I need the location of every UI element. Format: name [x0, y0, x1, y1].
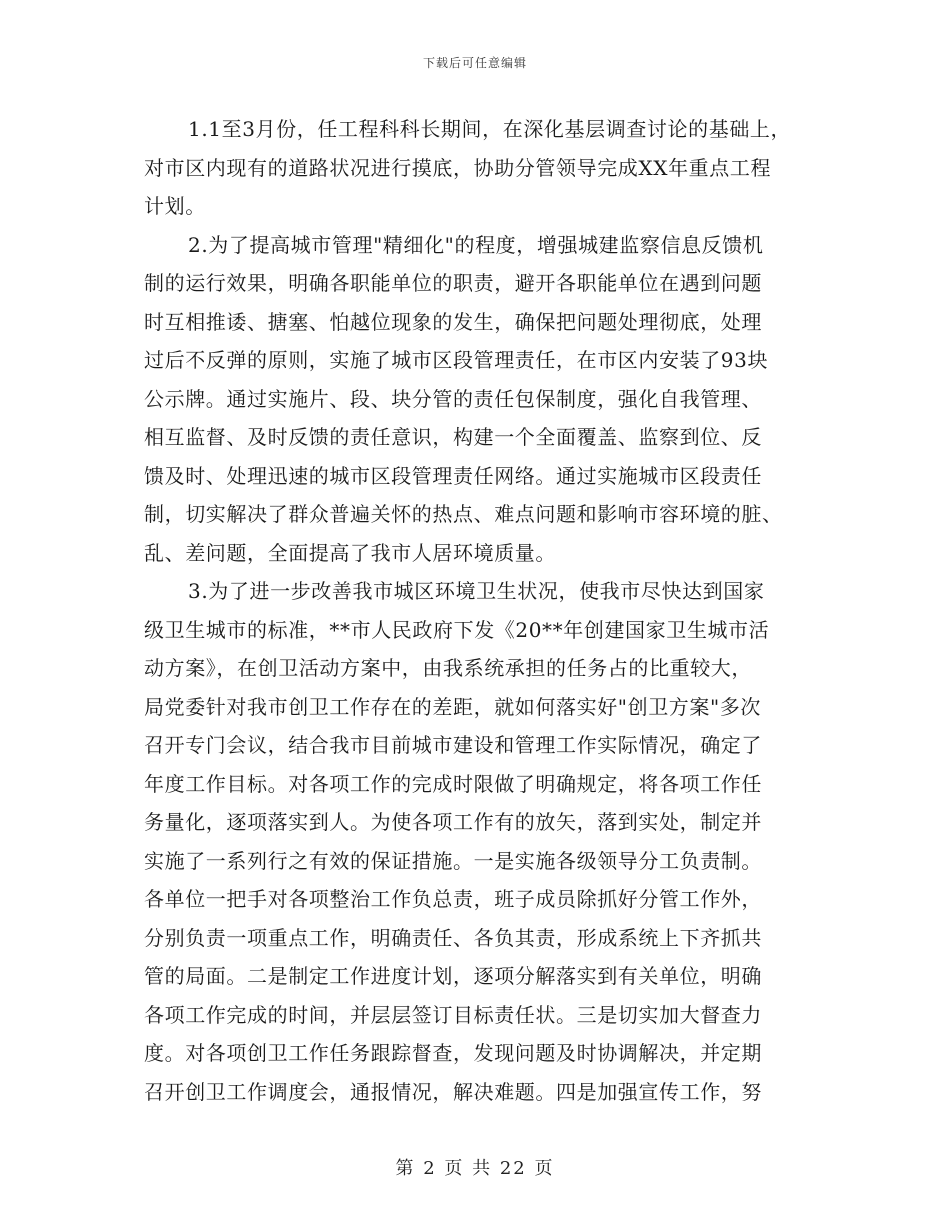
body-line: 局党委针对我市创卫工作存在的差距，就如何落实好"创卫方案"多次 — [144, 694, 761, 719]
body-line: 各项工作完成的时间，并层层签订目标责任状。三是切实加大督查力 — [144, 1002, 762, 1027]
body-line: 动方案》，在创卫活动方案中，由我系统承担的任务占的比重较大， — [144, 656, 752, 680]
body-line: 对市区内现有的道路状况进行摸底，协助分管领导完成XX年重点工程 — [144, 155, 772, 180]
body-line: 各单位一把手对各项整治工作负总责，班子成员除抓好分管工作外， — [144, 887, 762, 911]
body-line: 级卫生城市的标准，**市人民政府下发《20**年创建国家卫生城市活 — [144, 617, 770, 642]
body-line: 2.为了提高城市管理"精细化"的程度，增强城建监察信息反馈机 — [188, 232, 764, 257]
body-line: 乱、差问题，全面提高了我市人居环境质量。 — [144, 540, 556, 565]
body-line: 年度工作目标。对各项工作的完成时限做了明确规定，将各项工作任 — [144, 771, 762, 796]
body-line: 过后不反弹的原则，实施了城市区段管理责任，在市区内安装了93块 — [144, 348, 769, 372]
page-header: 下载后可任意编辑 — [422, 56, 527, 70]
body-line: 3.为了进一步改善我市城区环境卫生状况，使我市尽快达到国家 — [188, 579, 765, 603]
body-line: 公示牌。通过实施片、段、块分管的责任包保制度，强化自我管理、 — [144, 386, 762, 411]
body-line: 召开创卫工作调度会，通报情况，解决难题。四是加强宣传工作，努 — [144, 1079, 762, 1104]
body-line: 馈及时、处理迅速的城市区段管理责任网络。通过实施城市区段责任 — [144, 463, 762, 488]
body-line: 计划。 — [144, 194, 206, 218]
page-number-footer: 第 2 页 共 22 页 — [395, 1158, 555, 1179]
body-line: 制的运行效果，明确各职能单位的职责，避开各职能单位在遇到问题 — [144, 271, 762, 295]
document-body — [144, 110, 834, 1111]
body-line: 度。对各项创卫工作任务跟踪督查，发现问题及时协调解决，并定期 — [144, 1041, 762, 1065]
body-line: 制，切实解决了群众普遍关怀的热点、难点问题和影响市容环境的脏、 — [144, 502, 783, 526]
body-line: 1.1至3月份，任工程科科长期间，在深化基层调查讨论的基础上， — [188, 117, 792, 141]
body-line: 时互相推诿、搪塞、怕越位现象的发生，确保把问题处理彻底，处理 — [144, 309, 762, 334]
body-line: 实施了一系列行之有效的保证措施。一是实施各级领导分工负责制。 — [144, 848, 762, 873]
body-line: 务量化，逐项落实到人。为使各项工作有的放矢，落到实处，制定并 — [144, 810, 762, 834]
body-line: 分别负责一项重点工作，明确责任、各负其责，形成系统上下齐抓共 — [144, 925, 762, 950]
body-line: 相互监督、及时反馈的责任意识，构建一个全面覆盖、监察到位、反 — [144, 425, 762, 449]
body-line: 召开专门会议，结合我市目前城市建设和管理工作实际情况，确定了 — [144, 733, 762, 757]
body-line: 管的局面。二是制定工作进度计划，逐项分解落实到有关单位，明确 — [144, 964, 762, 988]
